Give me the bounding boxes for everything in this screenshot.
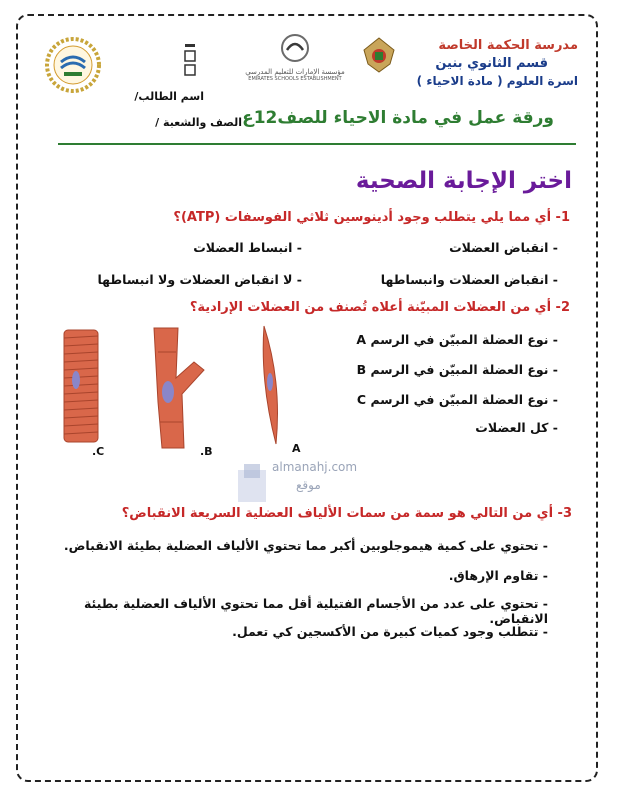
figure-label-b: .B bbox=[200, 445, 213, 458]
q2-option-4[interactable]: - كل العضلات bbox=[475, 420, 558, 435]
question-2: 2- أي من العضلات المبيّنة أعلاه تُصنف من العضلات الإرادية؟ bbox=[189, 300, 570, 315]
taaleem-logo-text: مؤسسة الإمارات للتعليم المدرسي bbox=[245, 68, 345, 76]
science-family: اسرة العلوم ( مادة الاحياء ) bbox=[416, 74, 578, 88]
school-name: مدرسة الحكمة الخاصة bbox=[438, 38, 578, 53]
q1-option-2[interactable]: - انبساط العضلات bbox=[193, 240, 302, 255]
worksheet-title: ورقة عمل في مادة الاحياء للصف12ع bbox=[242, 108, 554, 128]
skeletal-muscle-figure bbox=[64, 330, 98, 442]
smooth-muscle-figure bbox=[263, 326, 277, 444]
q2-option-3[interactable]: - نوع العضلة المبيّن في الرسم C bbox=[356, 392, 558, 407]
question-3: 3- أي من التالي هو سمة من سمات الألياف العضلية السريعة الانقباض؟ bbox=[121, 506, 572, 521]
title-divider bbox=[58, 143, 576, 145]
school-logo bbox=[42, 34, 104, 96]
emblem-icon bbox=[183, 42, 197, 78]
watermark-site: almanahj.com bbox=[272, 460, 358, 474]
q3-option-2[interactable]: - تقاوم الإرهاق. bbox=[448, 568, 548, 583]
figure-label-c: .C bbox=[92, 445, 105, 458]
cardiac-muscle-figure bbox=[154, 328, 204, 448]
section-heading: اختر الإجابة الصحية bbox=[355, 168, 572, 194]
q2-option-1[interactable]: - نوع العضلة المبيّن في الرسم A bbox=[356, 332, 558, 347]
department-name: قسم الثانوي بنين bbox=[435, 56, 548, 71]
muscle-figures bbox=[54, 322, 314, 462]
taaleem-logo bbox=[245, 32, 345, 84]
watermark-logo bbox=[234, 462, 270, 506]
class-label: الصف والشعبة / bbox=[155, 116, 242, 129]
question-1: 1- أي مما يلي يتطلب وجود أدينوسين ثلاثي الفوسفات (ATP)؟ bbox=[173, 210, 570, 225]
q3-option-4[interactable]: - تتطلب وجود كميات كبيرة من الأكسجين كي تعمل. bbox=[232, 624, 548, 639]
q1-option-4[interactable]: - لا انقباض العضلات ولا انبساطها bbox=[97, 272, 302, 287]
q1-option-1[interactable]: - انقباض العضلات bbox=[449, 240, 558, 255]
q2-option-2[interactable]: - نوع العضلة المبيّن في الرسم B bbox=[356, 362, 558, 377]
figure-label-a: A bbox=[292, 442, 301, 455]
taaleem-logo-sub: EMIRATES SCHOOLS ESTABLISHMENT bbox=[248, 76, 342, 82]
q1-option-3[interactable]: - انقباض العضلات وانبساطها bbox=[380, 272, 558, 287]
q3-option-3[interactable]: - تحتوي على عدد من الأجسام الفتيلية أقل مما تحتوي الألياف العضلية بطيئة الانقباض. bbox=[83, 596, 548, 626]
watermark-arabic: موقع bbox=[296, 478, 321, 492]
student-name-label: اسم الطالب/ bbox=[134, 90, 204, 103]
q3-option-1[interactable]: - تحتوي على كمية هيموجلوبين أكبر مما تحتوي الألياف العضلية بطيئة الانقباض. bbox=[63, 538, 548, 553]
